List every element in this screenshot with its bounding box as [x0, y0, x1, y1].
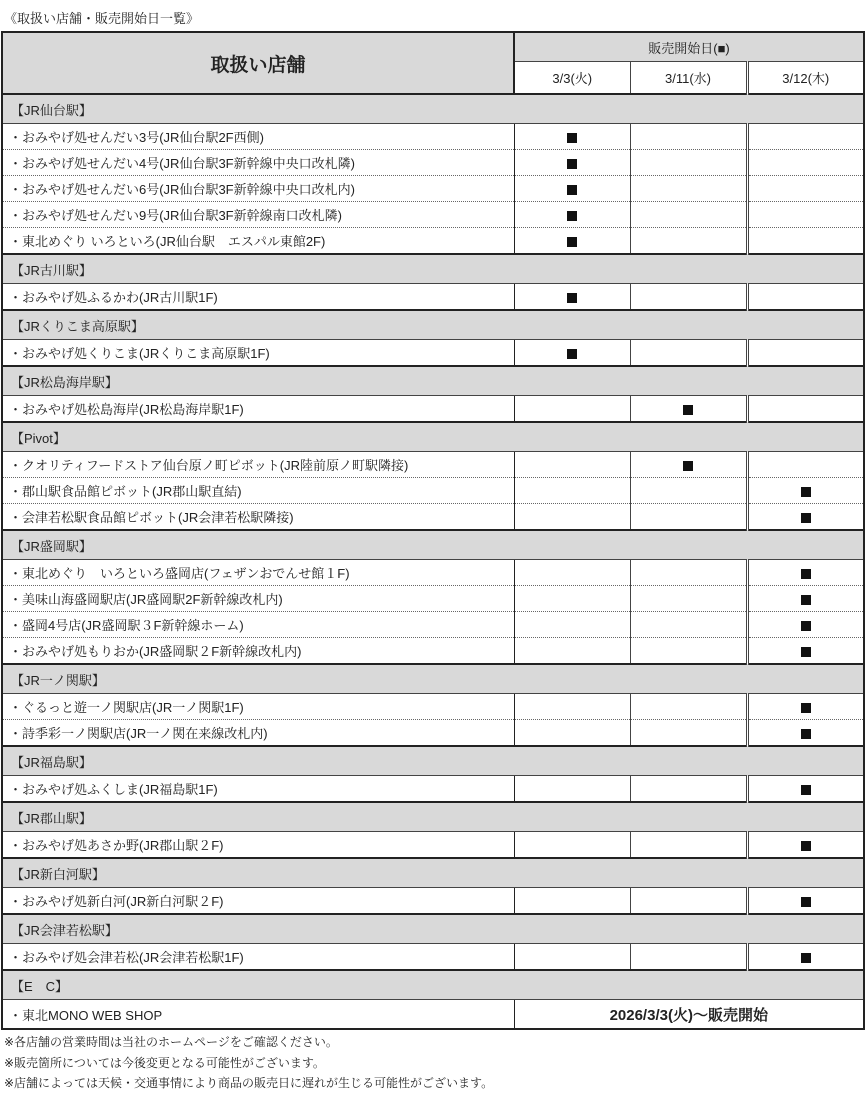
- date-cell-1: [630, 396, 747, 423]
- sale-start-header: 販売開始日(■): [514, 32, 864, 62]
- table-row: [2, 944, 864, 971]
- sale-mark-icon: [801, 621, 811, 631]
- date-cell-2: [747, 452, 864, 478]
- store-name: ・おみやげ処新白河(JR新白河駅２F): [2, 888, 514, 915]
- table-row: [2, 396, 864, 423]
- section-row: [2, 94, 864, 124]
- date-cell-2: [747, 396, 864, 423]
- section-row: [2, 802, 864, 832]
- table-row: [2, 228, 864, 255]
- date-cell-1: [630, 340, 747, 367]
- table-body: [2, 94, 864, 1029]
- date-cell-1: [630, 150, 747, 176]
- section-row: [2, 664, 864, 694]
- date-cell-1: [630, 228, 747, 255]
- section-title: 【JR郡山駅】: [2, 802, 864, 832]
- sale-mark-icon: [801, 953, 811, 963]
- date-cell-2: [747, 150, 864, 176]
- date-cell-2: [747, 504, 864, 531]
- section-title: 【JR古川駅】: [2, 254, 864, 284]
- date-cell-2: [747, 124, 864, 150]
- date-cell-0: [514, 228, 630, 255]
- note: ※各店舗の営業時間は当社のホームページをご確認ください。: [4, 1035, 338, 1049]
- table-row: [2, 832, 864, 859]
- section-title: 【JR仙台駅】: [2, 94, 864, 124]
- section-title: 【JR盛岡駅】: [2, 530, 864, 560]
- section-title: 【JRくりこま高原駅】: [2, 310, 864, 340]
- sale-mark-icon: [801, 703, 811, 713]
- date-cell-2: [747, 888, 864, 915]
- store-name: ・おみやげ処ふくしま(JR福島駅1F): [2, 776, 514, 803]
- date-cell-2: [747, 284, 864, 311]
- page-caption: 《取扱い店舗・販売開始日一覧》: [4, 11, 200, 26]
- table-row: [2, 638, 864, 665]
- date-cell-1: [630, 944, 747, 971]
- sale-mark-icon: [567, 185, 577, 195]
- date-cell-0: [514, 452, 630, 478]
- table-row: [2, 478, 864, 504]
- section-row: [2, 746, 864, 776]
- date-cell-1: [630, 176, 747, 202]
- store-name: ・東北めぐり いろといろ盛岡店(フェザンおでんせ館１F): [2, 560, 514, 586]
- date-cell-2: [747, 202, 864, 228]
- date-cell-1: [630, 612, 747, 638]
- date-cell-0: [514, 944, 630, 971]
- date-cell-1: [630, 694, 747, 720]
- date-cell-0: [514, 340, 630, 367]
- date-cell-0: [514, 832, 630, 859]
- sale-mark-icon: [567, 237, 577, 247]
- date-cell-2: [747, 560, 864, 586]
- store-schedule-table: [1, 31, 865, 1030]
- date-cell-0: [514, 560, 630, 586]
- date-header-0: 3/3(火): [514, 62, 630, 94]
- sale-mark-icon: [801, 897, 811, 907]
- date-cell-1: [630, 832, 747, 859]
- store-name: ・おみやげ処松島海岸(JR松島海岸駅1F): [2, 396, 514, 423]
- date-cell-0: [514, 478, 630, 504]
- store-name: ・東北めぐり いろといろ(JR仙台駅 エスパル東館2F): [2, 228, 514, 255]
- section-row: [2, 530, 864, 560]
- store-name: ・東北MONO WEB SHOP: [2, 1000, 514, 1030]
- table-row: [2, 202, 864, 228]
- table-row: [2, 612, 864, 638]
- date-cell-1: [630, 452, 747, 478]
- date-cell-2: [747, 340, 864, 367]
- notes: [4, 1032, 493, 1094]
- table-row: [2, 1000, 864, 1030]
- section-row: [2, 310, 864, 340]
- date-cell-0: [514, 396, 630, 423]
- store-name: ・ぐるっと遊一ノ関駅店(JR一ノ関駅1F): [2, 694, 514, 720]
- date-cell-2: [747, 694, 864, 720]
- table-row: [2, 504, 864, 531]
- table-row: [2, 452, 864, 478]
- table-row: [2, 176, 864, 202]
- date-cell-2: [747, 638, 864, 665]
- date-cell-0: [514, 176, 630, 202]
- date-cell-0: [514, 586, 630, 612]
- table-row: [2, 888, 864, 915]
- date-cell-2: [747, 228, 864, 255]
- store-name: ・おみやげ処せんだい6号(JR仙台駅3F新幹線中央口改札内): [2, 176, 514, 202]
- table-row: [2, 776, 864, 803]
- table-row: [2, 694, 864, 720]
- date-cell-0: [514, 888, 630, 915]
- sale-mark-icon: [567, 133, 577, 143]
- sale-mark-icon: [683, 405, 693, 415]
- sale-mark-icon: [567, 211, 577, 221]
- section-row: [2, 914, 864, 944]
- table-row: [2, 586, 864, 612]
- sale-mark-icon: [801, 487, 811, 497]
- date-cell-1: [630, 888, 747, 915]
- sale-mark-icon: [567, 159, 577, 169]
- date-cell-0: [514, 638, 630, 665]
- section-row: [2, 254, 864, 284]
- table-row: [2, 560, 864, 586]
- date-cell-2: [747, 832, 864, 859]
- sale-mark-icon: [801, 569, 811, 579]
- date-cell-0: [514, 284, 630, 311]
- store-name: ・おみやげ処せんだい9号(JR仙台駅3F新幹線南口改札隣): [2, 202, 514, 228]
- store-name: ・おみやげ処あさか野(JR郡山駅２F): [2, 832, 514, 859]
- sale-mark-icon: [567, 293, 577, 303]
- date-cell-1: [630, 776, 747, 803]
- section-title: 【JR福島駅】: [2, 746, 864, 776]
- sale-mark-icon: [801, 595, 811, 605]
- sale-mark-icon: [567, 349, 577, 359]
- table-row: [2, 150, 864, 176]
- store-name: ・会津若松駅食品館ピボット(JR会津若松駅隣接): [2, 504, 514, 531]
- store-name: ・美味山海盛岡駅店(JR盛岡駅2F新幹線改札内): [2, 586, 514, 612]
- table-row: [2, 720, 864, 747]
- date-cell-2: [747, 720, 864, 747]
- store-name: ・おみやげ処もりおか(JR盛岡駅２F新幹線改札内): [2, 638, 514, 665]
- note: ※販売箇所については今後変更となる可能性がございます。: [4, 1055, 325, 1070]
- table-header: [2, 32, 864, 94]
- sale-mark-icon: [801, 785, 811, 795]
- date-cell-0: [514, 612, 630, 638]
- date-header-2: 3/12(木): [747, 62, 864, 94]
- store-name: ・クオリティフードストア仙台原ノ町ピボット(JR陸前原ノ町駅隣接): [2, 452, 514, 478]
- section-title: 【Pivot】: [2, 422, 864, 452]
- section-title: 【E C】: [2, 970, 864, 1000]
- date-cell-2: [747, 944, 864, 971]
- store-name: ・おみやげ処会津若松(JR会津若松駅1F): [2, 944, 514, 971]
- sale-mark-icon: [801, 513, 811, 523]
- date-cell-0: [514, 504, 630, 531]
- date-cell-1: [630, 560, 747, 586]
- date-cell-2: [747, 776, 864, 803]
- note: ※店舗によっては天候・交通事情により商品の販売日に遅れが生じる可能性がございます。: [4, 1076, 494, 1090]
- section-title: 【JR一ノ関駅】: [2, 664, 864, 694]
- store-name: ・おみやげ処ふるかわ(JR古川駅1F): [2, 284, 514, 311]
- sale-mark-icon: [801, 729, 811, 739]
- table-row: [2, 340, 864, 367]
- date-cell-0: [514, 776, 630, 803]
- date-cell-0: [514, 124, 630, 150]
- date-cell-2: [747, 176, 864, 202]
- date-header-1: 3/11(水): [630, 62, 747, 94]
- section-row: [2, 970, 864, 1000]
- store-column-header: 取扱い店舗: [2, 32, 514, 94]
- date-cell-1: [630, 124, 747, 150]
- date-cell-1: [630, 638, 747, 665]
- section-title: 【JR新白河駅】: [2, 858, 864, 888]
- date-cell-0: [514, 694, 630, 720]
- store-name: ・おみやげ処くりこま(JRくりこま高原駅1F): [2, 340, 514, 367]
- table-row: [2, 124, 864, 150]
- section-row: [2, 858, 864, 888]
- date-cell-1: [630, 720, 747, 747]
- date-cell-1: [630, 586, 747, 612]
- date-cell-1: [630, 284, 747, 311]
- date-cell-1: [630, 478, 747, 504]
- sale-mark-icon: [801, 647, 811, 657]
- date-cell-0: [514, 202, 630, 228]
- section-title: 【JR会津若松駅】: [2, 914, 864, 944]
- date-cell-2: [747, 612, 864, 638]
- store-name: ・郡山駅食品館ピボット(JR郡山駅直結): [2, 478, 514, 504]
- date-cell-0: [514, 150, 630, 176]
- store-name: ・盛岡4号店(JR盛岡駅３F新幹線ホーム): [2, 612, 514, 638]
- date-cell-1: [630, 202, 747, 228]
- table-row: [2, 284, 864, 311]
- sale-mark-icon: [683, 461, 693, 471]
- section-row: [2, 422, 864, 452]
- date-cell-2: [747, 478, 864, 504]
- sale-mark-icon: [801, 841, 811, 851]
- section-row: [2, 366, 864, 396]
- date-cell-2: [747, 586, 864, 612]
- store-name: ・おみやげ処せんだい3号(JR仙台駅2F西側): [2, 124, 514, 150]
- store-name: ・詩季彩一ノ関駅店(JR一ノ関在来線改札内): [2, 720, 514, 747]
- date-cell-1: [630, 504, 747, 531]
- date-cell-0: [514, 720, 630, 747]
- store-name: ・おみやげ処せんだい4号(JR仙台駅3F新幹線中央口改札隣): [2, 150, 514, 176]
- ec-sale-note: 2026/3/3(火)～販売開始: [609, 1006, 768, 1024]
- section-title: 【JR松島海岸駅】: [2, 366, 864, 396]
